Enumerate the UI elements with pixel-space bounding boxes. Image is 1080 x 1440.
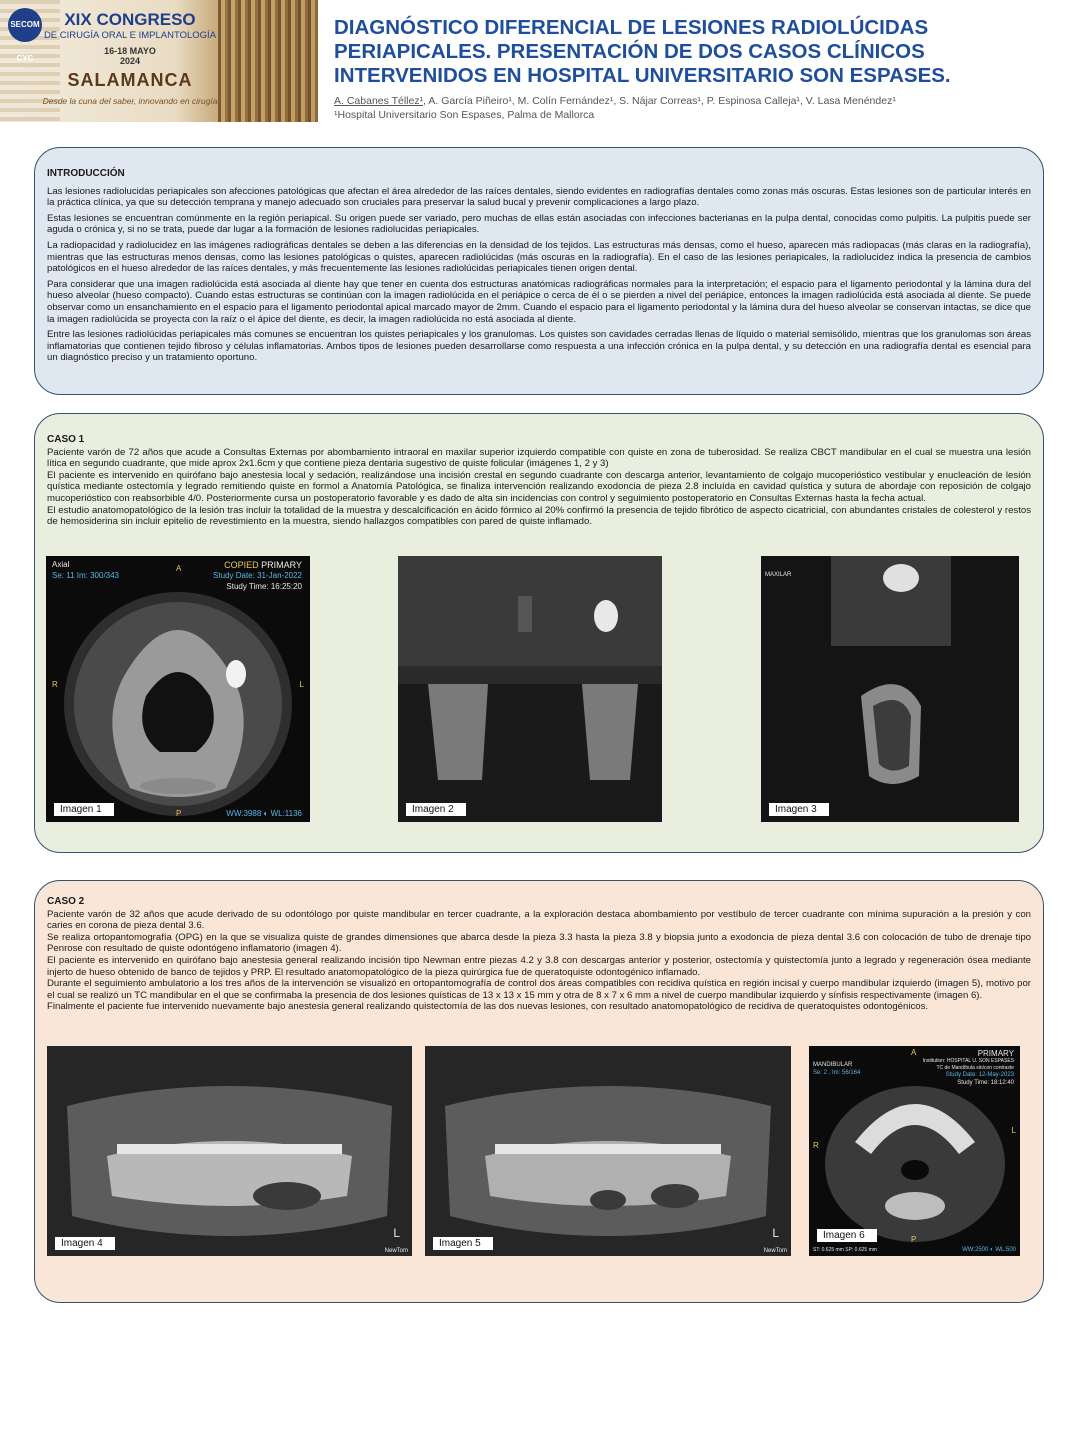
ct-window-level: WW:3988 ◐ WL:1136 (226, 809, 302, 818)
opg-radiograph (47, 1046, 412, 1256)
intro-text (47, 168, 1031, 368)
opg-control-brand: NewTom (763, 1248, 787, 1254)
caso2-paragraph: Finalmente el paciente fue intervenido nuevamente bajo anestesia general realizando quistectomía de las dos nuevas lesiones, con resultado anatomopatológico de recidiva de queratoquistes odontogénicos. (47, 1001, 929, 1013)
banner-city: SALAMANCA (67, 70, 193, 90)
ct6-primary: PRIMARY (977, 1049, 1014, 1058)
intro-paragraph: Entre las lesiones radiolúcidas periapicales más comunes se encuentran los quistes periapicales y los granulomas. Los quistes son cavidades cerradas llenas de líquido o material semisólido, mientras que los granulomas son áreas inflamatorias que contienen tejido fibroso y células inflamatorias. Ambos tipos de lesiones pueden desarrollarse como respuesta a una infección crónica en la pulpa dental, y su detección en una radiografía dental es esencial para un diagnóstico preciso y un tratamiento oportuno. (47, 329, 1031, 364)
other-authors: , A. García Piñeiro¹, M. Colín Fernández¹, S. Nájar Correas¹, P. Espinosa Calleja¹, V. Lasa Menéndez¹ (423, 95, 896, 107)
image-caption: Imagen 1 (54, 803, 114, 816)
ct-copied-primary (224, 560, 302, 570)
ct-mark-a: A (176, 564, 182, 573)
caso2-text (47, 896, 1031, 1013)
cbct-sagittal-scan (761, 556, 1019, 822)
image-caption: Imagen 5 (433, 1237, 493, 1250)
caso1-text (47, 434, 1031, 528)
opg-brand: NewTom (384, 1248, 408, 1254)
caso2-paragraph: Paciente varón de 32 años que acude derivado de su odontólogo por quiste mandibular en tercer cuadrante, a la exploración destaca abombamiento por vestíbulo de tercer cuadrante con mínima supuración a la presión y con caries en corona de pieza dental 3.6. (47, 908, 1031, 932)
ct-study-time: Study Time: 16:25:20 (226, 582, 302, 591)
sagittal-region: MAXILAR (765, 572, 792, 578)
ct6-study-time: Study Time: 18:12:40 (957, 1080, 1014, 1086)
ct-primary: PRIMARY (261, 560, 302, 570)
caso1-paragraph: Paciente varón de 72 años que acude a Consultas Externas por abombamiento intraoral en maxilar superior izquierdo compatible con quiste en zona de tuberosidad. Se realiza CBCT mandibular en el cual se muestra una lesión lítica en segundo cuadrante, que mide aprox 2x1.6cm y que contiene pieza dentaria sugestivo de quiste folicular (imágenes 1, 2 y 3) (47, 446, 1031, 470)
caso1-paragraph: El paciente es intervenido en quirófano bajo anestesia local y sedación, realizándose una incisión crestal en segundo cuadrante con descarga anterior, levantamiento de colgajo mucoperióstico vestibular y enucleación de lesión quística mediante ostectomía y legrado remitiendo quiste en formol a Anatomía Patológica, se finaliza intervención realizando exodoncia de pieza 2.8 incluída en cavidad quística y sutura de abordaje con reposición de colgajo mucoperióstico con reabsorbible 4/0. Posteriormente cursa un postoperatorio favorable y es dado de alta sin incidencias con control y seguimiento postoperatorio en Consultas Externas hasta la fecha actual. (47, 469, 1031, 504)
banner-motto: Desde la cuna del saber, innovando en cirugía (42, 96, 218, 106)
ct-mark-r: R (52, 680, 58, 689)
image-caption: Imagen 3 (769, 803, 829, 816)
ct-view: Axial (52, 560, 70, 569)
image-caption: Imagen 2 (406, 803, 466, 816)
ct6-institution: Institution: HOSPITAL U. SON ESPASES (922, 1058, 1014, 1064)
ct-study-date: Study Date: 31-Jan-2022 (213, 571, 302, 580)
intro-paragraph: Las lesiones radiolucidas periapicales son afecciones patológicas que afectan el área alrededor de las raíces dentales, siendo evidentes en radiografías dentales como zonas más oscuras. Estas lesiones son de particular interés en la práctica clínica, ya que su detección temprana y manejo adecuado son cruciales para preservar la salud bucal y prevenir complicaciones a largo plazo. (47, 185, 1031, 209)
caso1-paragraph: El estudio anatomopatológico de la lesión tras incluir la totalidad de la muestra y descalcificación en ácido fórmico al 20% confirmó la presencia de tejido fibrótico de aspecto cicatricial, con abundantes cristales de colesterol y restos de hemosiderina sin incluir epitelio de revestimiento en la muestra, siendo hallazgos compatibles con pared de quiste inflamado. (47, 504, 1031, 528)
ct-level: WL:1136 (270, 809, 302, 818)
intro-paragraph: Para considerar que una imagen radiolúcida está asociada al diente hay que tener en cuenta dos estructuras anatómicas radiográficas normales para la interpretación; el espacio para el ligamento periodontal y la lámina dura del hueso alveolar (hueso compacto). Cuando estas estructuras se continúan con la imagen radiolúcida en el periápice o cerca de él o se pierden a nivel del periápice, entonces la imagen radiolúcida está asociada al diente. Se puede observar como un ensanchamiento en el espacio para el ligamento periodontal apical marcado mayor de 2mm. Cuando el espacio para el ligamento periodontal y la lámina dura del hueso alveolar se conservan intactas, se dice que la imagen radiolúcida se proyecta con la raíz o el ápice del diente, es decir, la imagen radiolúcida no está asociada al diente. (47, 278, 1031, 325)
ct6-thickness: ST: 0.625 mm SP: 0.625 mm (813, 1247, 877, 1253)
opg-control-image (425, 1046, 791, 1256)
cbct-coronal-scan (398, 556, 662, 822)
ct-copied: COPIED (224, 560, 259, 570)
banner-sketch-facade (218, 0, 318, 122)
ct-series: Se: 11 Im: 300/343 (52, 571, 120, 580)
ct6-region: MANDIBULAR (813, 1062, 853, 1068)
banner-congress: XIX CONGRESO (64, 10, 196, 29)
secom-logo: SECOM CYC (8, 8, 42, 42)
banner-dates-year: 2024 (119, 56, 141, 66)
ct6-window: WW:2500 (962, 1247, 989, 1253)
congress-banner (0, 0, 318, 122)
caso2-paragraph: Durante el seguimiento ambulatorio a los tres años de la intervención se visualizó en ortopantomografía de control dos áreas compatibles con recidiva quística en región incisal y cuerpo mandibular izquierdo (imagen 5), motivo por el cual se realizó un TC mandibular en el que se confirmaba la presencia de dos lesiones quísticas de 13 x 13 x 15 mm y otra de 8 x 7 x 6 mm a nivel de cuerpo mandibular izquierdo y sínfisis respectivamente (imagen 6). (47, 978, 1031, 1001)
image-caption: Imagen 4 (55, 1237, 115, 1250)
ct6-mark-r: R (813, 1141, 819, 1150)
image-caption: Imagen 6 (817, 1229, 877, 1242)
affiliation: ¹Hospital Universitario Son Espases, Palma de Mallorca (334, 109, 595, 121)
caso1-heading: CASO 1 (47, 434, 85, 445)
ct6-study-date: Study Date: 12-May-2023 (945, 1072, 1014, 1078)
ct6-series: Se: 2 , Im: 56/164 (813, 1070, 861, 1076)
opg-side: L (393, 1226, 400, 1240)
intro-paragraph: La radiopacidad y radiolucidez en las imágenes radiográficas dentales se deben a las diferencias en la densidad de los tejidos. Las estructuras más densas, como el hueso, aparecen más radiopacas (más claras en la radiografía), mientras que las estructuras menos densas, como las lesiones patológicas o quistes, aparecen radiolúcidas (más oscuras en la radiografía). En el caso de las lesiones periapicales, la radiolucidez indica la presencia de cambios patológicos en el hueso alrededor de las raíces dentales, y más frecuentemente las lesiones radiolúcidas periapicales tienen origen dental. (47, 239, 1031, 275)
authors (334, 95, 1074, 107)
caso2-heading: CASO 2 (47, 896, 85, 907)
ct-mark-l: L (299, 680, 304, 689)
cbct-coronal-image (398, 556, 662, 822)
cbct-sagittal-image (761, 556, 1019, 822)
intro-paragraph: Estas lesiones se encuentran comúnmente en la región periapical. Su origen puede ser variado, pero muchas de ellas están asociadas con infecciones bacterianas en la pulpa dental, conocidas como pulpitis. La pulpitis puede ser aguda o crónica y, si no se trata, puede dar lugar a la formación de lesiones radiolucidas periapicales. (47, 212, 1031, 236)
ct-axial-scan (46, 556, 310, 822)
opg-control-side: L (772, 1226, 779, 1240)
ct6-mark-l: L (1011, 1126, 1016, 1135)
banner-dates (40, 46, 220, 66)
banner-subtitle: DE CIRUGÍA ORAL E IMPLANTOLOGÍA (43, 30, 217, 41)
intro-heading: INTRODUCCIÓN (47, 168, 125, 179)
ct6-mark-p: P (911, 1235, 917, 1244)
ct6-mark-a: A (911, 1048, 917, 1057)
caso2-paragraph: Se realiza ortopantomografía (OPG) en la que se visualiza quiste de grandes dimensiones que abarca desde la pieza 3.3 hasta la pieza 3.8 y biopsia junto a exodoncia de pieza dental 3.6 con colocación de tubo de drenaje tipo Penrose con resultado de quiste odontógeno inflamatorio (imagen 4). (47, 931, 1031, 955)
poster-title: DIAGNÓSTICO DIFERENCIAL DE LESIONES RADIOLÚCIDAS PERIAPICALES. PRESENTACIÓN DE DOS CASOS CLÍNICOS INTERVENIDOS EN HOSPITAL UNIVERSITARIO SON ESPASES. (334, 16, 951, 87)
ct-axial-image (46, 556, 310, 822)
ct6-window-level: WW:2500 ◐ WL:500 (962, 1247, 1016, 1253)
caso2-paragraph: El paciente es intervenido en quirófano bajo anestesia general realizando incisión tipo Newman entre piezas 4.2 y 3.8 con descargas anterior y posterior, ostectomía y quistectomía junto a legrado y regeneración ósea mediante injerto de hueso obtenido de banco de tejidos y PRP. El resultado anatomopatológico de la pieza quirúrgica fue de queratoquiste odontogénico inflamado. (47, 954, 1031, 978)
opg-control-radiograph (425, 1046, 791, 1256)
ct6-study: TC de Mandíbula sin/con contraste (936, 1065, 1014, 1071)
opg-image (47, 1046, 412, 1256)
ct-window: WW:3988 (226, 809, 262, 818)
ct-mandible-image (809, 1046, 1020, 1256)
first-author: A. Cabanes Téllez¹ (334, 95, 424, 107)
intro-panel (34, 147, 1044, 395)
ct-mark-p: P (176, 809, 182, 818)
ct6-level: WL:500 (995, 1247, 1016, 1253)
banner-dates-days: 16-18 MAYO (104, 46, 156, 56)
